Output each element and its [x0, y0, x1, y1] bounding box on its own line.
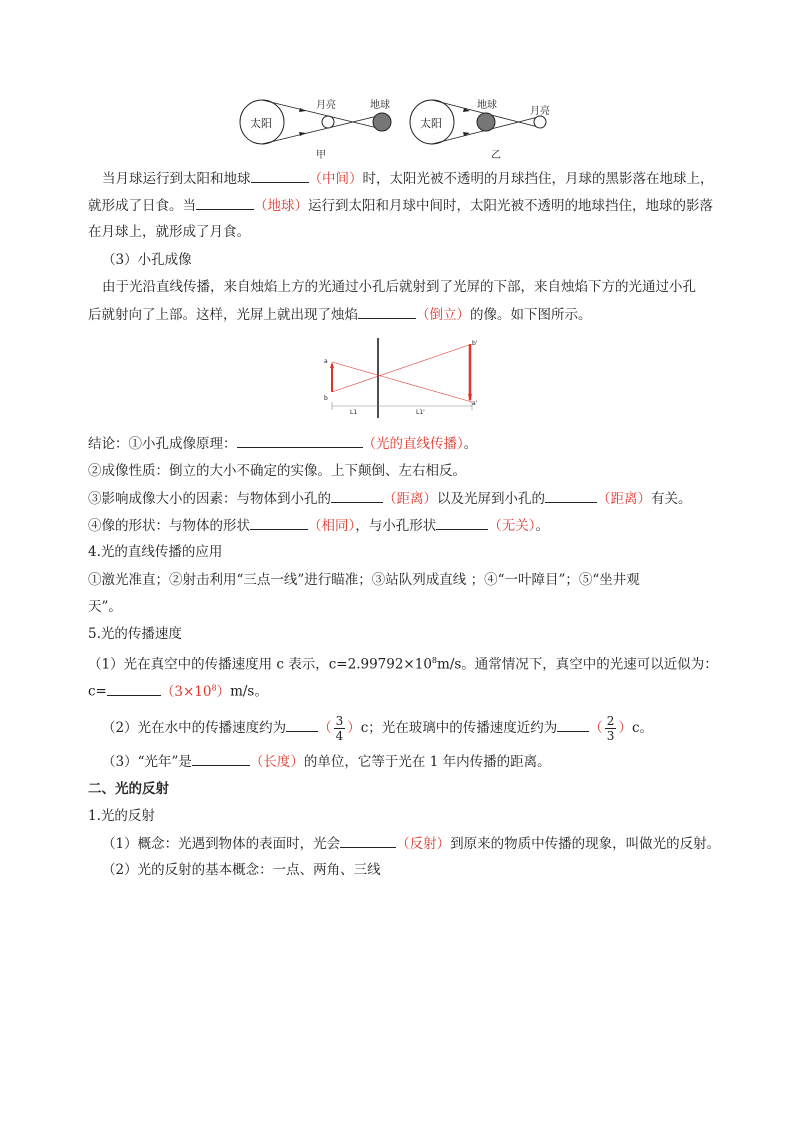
- moon-circle: [322, 116, 334, 128]
- speed-vacuum-line2: $c= (3\times 10^8)m/s$。: [88, 678, 268, 702]
- answer: $(3\times 10^8)$: [160, 683, 231, 700]
- speed-vacuum-line1: （1）光在真空中的传播速度用 c 表示，$c=2.99792\times 10^8m/s$。通常情况下，真空中的光速可以近似为：: [88, 656, 718, 673]
- conclusion-3: ③影响成像大小的因素：与物体到小孔的 （距离）以及光屏到小孔的 （距离）有关。: [88, 488, 692, 509]
- label-b: b: [324, 395, 328, 402]
- para2-line1: 由于光沿直线传播，来自烛焰上方的光通过小孔后就射到了光屏的下部，来自烛焰下方的光通过小孔: [102, 279, 696, 295]
- label-b-prime: b': [472, 340, 478, 347]
- para1-line1: 当月球运行到太阳和地球 （中间）时，太阳光被不透明的月球挡住，月球的黑影落在地球上，: [102, 168, 714, 189]
- answer: （距离）: [383, 491, 437, 507]
- speed-water-glass: （2）光在水中的传播速度约为 （ $\frac{3}{4}$ ）c；光在玻璃中的传播速度近约为 （ $\frac{2}{3}$ ）c。: [102, 714, 653, 743]
- moon-circle: [534, 116, 546, 128]
- caption-yi: 乙: [491, 150, 501, 161]
- reflection-basic: （2）光的反射的基本概念：一点、两角、三线: [102, 862, 381, 878]
- label-a: a: [324, 358, 328, 365]
- conclusion-2: ②成像性质：倒立的大小不确定的实像。上下颠倒、左右相反。: [88, 463, 466, 479]
- para2-line2: 后就射向了上部。这样，光屏上就出现了烛焰 （倒立）的像。如下图所示。: [88, 304, 592, 325]
- reflection-concept: （1）概念：光遇到物体的表面时，光会 （反射）到原来的物质中传播的现象，叫做光的反射。: [102, 833, 720, 854]
- answer: （地球）: [254, 198, 308, 214]
- earth-circle: [477, 113, 495, 131]
- reflection-subtitle: 1.光的反射: [88, 808, 155, 824]
- earth-label: 地球: [370, 100, 390, 111]
- part2-title: 二、光的反射: [88, 781, 169, 797]
- light-year-line: （3）“光年”是 （长度）的单位，它等于光在 1 年内传播的距离。: [102, 751, 551, 772]
- conclusion-4: ④像的形状：与物体的形状 （相同），与小孔形状 （无关）。: [88, 515, 549, 536]
- lunar-eclipse-diagram: [410, 98, 550, 161]
- caption-jia: 甲: [316, 150, 326, 161]
- answer: （距离）: [597, 491, 651, 507]
- section-title: （3）小孔成像: [102, 252, 192, 268]
- answer: （相同）: [308, 518, 356, 534]
- label-a-prime: a': [472, 400, 478, 407]
- solar-eclipse-diagram: [240, 98, 391, 161]
- answer: （中间）: [308, 171, 363, 187]
- sun-label: 太阳: [420, 117, 442, 130]
- answer: （光的直线传播）: [362, 436, 464, 452]
- section5-title: 5.光的传播速度: [88, 626, 182, 642]
- earth-circle: [373, 113, 391, 131]
- para1-line2: 就形成了日食。当 （地球）运行到太阳和月球中间时，太阳光被不透明的地球挡住，地球的影落: [88, 195, 713, 216]
- pinhole-figure: [322, 338, 482, 418]
- para1-line3: 在月球上，就形成了月食。: [88, 224, 250, 240]
- section4-line2: 天”。: [88, 599, 122, 615]
- label-L1: L1: [350, 409, 358, 416]
- eclipse-figure: [236, 94, 566, 166]
- answer: （反射）: [396, 836, 451, 852]
- fraction-three-quarters: $\frac{3}{4}$: [335, 714, 344, 743]
- answer: （长度）: [249, 754, 304, 770]
- label-L1-prime: L1': [416, 409, 425, 416]
- moon-label: 月亮: [530, 106, 550, 117]
- answer: （无关）: [488, 518, 536, 534]
- section4-line1: ①激光准直；②射击利用“三点一线”进行瞄准；③站队列成直线 ；④“一叶障目”；⑤“坐井观: [88, 572, 640, 588]
- section4-title: 4.光的直线传播的应用: [88, 544, 223, 560]
- moon-label: 月亮: [316, 100, 336, 111]
- answer: （倒立）: [416, 307, 470, 323]
- sun-label: 太阳: [250, 117, 272, 130]
- conclusion-1: 结论：①小孔成像原理： （光的直线传播）。: [88, 433, 477, 454]
- fraction-two-thirds: $\frac{2}{3}$: [606, 714, 615, 743]
- earth-label: 地球: [477, 100, 497, 111]
